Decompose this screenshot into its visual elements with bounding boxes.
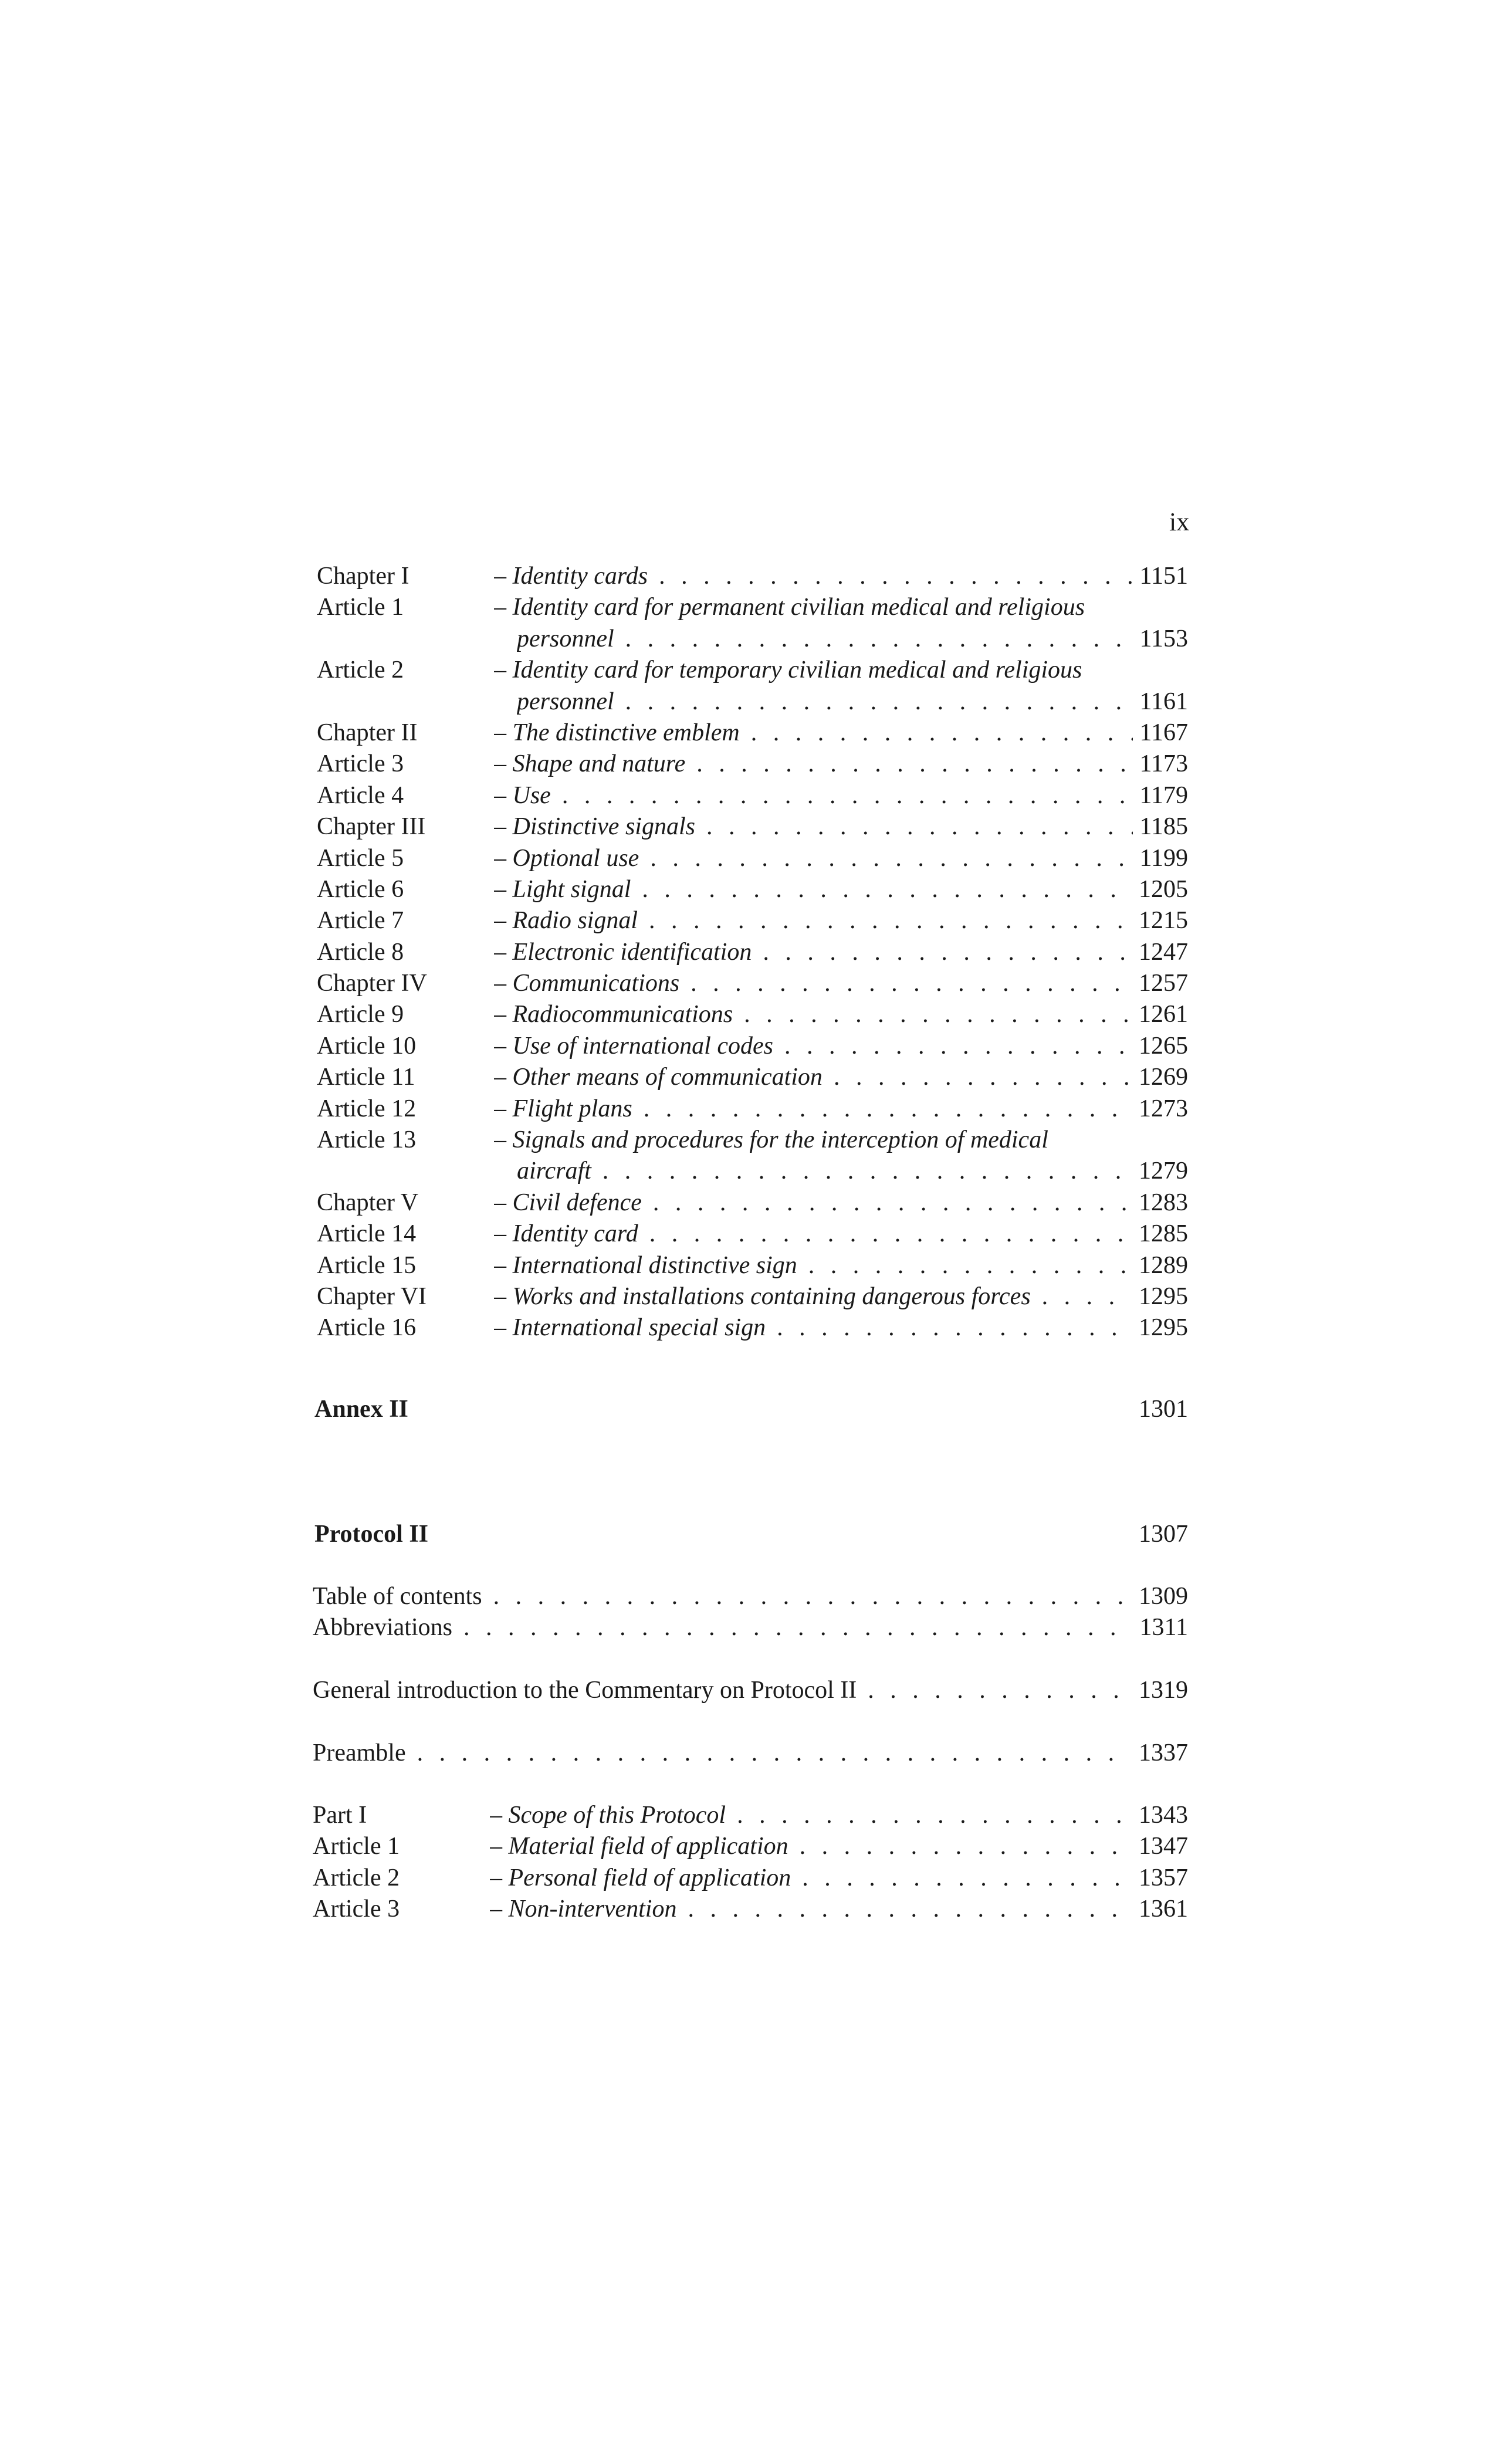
entry-dash: – xyxy=(490,1896,509,1923)
toc-entry xyxy=(317,937,1188,968)
entry-title: – Shape and nature . . . xyxy=(494,749,1188,780)
toc-entry xyxy=(317,1125,1188,1156)
entry-label: Article 9 xyxy=(317,1001,404,1028)
entry-title: – Other means of communication . . . xyxy=(494,1062,1188,1093)
toc-entry xyxy=(317,1031,1188,1062)
entry-title: – Material field of application . . . xyxy=(490,1831,1188,1862)
entry-page: 1289 xyxy=(1132,1250,1188,1281)
entry-page: 1153 xyxy=(1133,624,1188,655)
entry-page: 1343 xyxy=(1132,1800,1188,1831)
entry-page: 1295 xyxy=(1132,1281,1188,1312)
entry-label: Chapter IV xyxy=(317,970,427,997)
entry-page: 1295 xyxy=(1132,1312,1188,1343)
entry-label: Article 16 xyxy=(317,1314,417,1342)
entry-page: 1161 xyxy=(1133,686,1188,717)
toc-entry xyxy=(313,1863,1188,1894)
toc-entry xyxy=(317,874,1188,905)
entry-dash: – xyxy=(490,1833,509,1860)
entry-label: Article 12 xyxy=(317,1095,417,1122)
entry-dash: – xyxy=(494,563,513,590)
annex-two-page: 1301 xyxy=(1139,1396,1188,1423)
entry-label: Article 1 xyxy=(313,1833,400,1860)
entry-page: 1361 xyxy=(1132,1894,1188,1925)
entry-title: – Communications . . . xyxy=(494,968,1188,999)
entry-label: Chapter II xyxy=(317,719,418,746)
page-number: ix xyxy=(1169,507,1190,536)
entry-dash: – xyxy=(494,938,513,966)
protocol-two-title: Protocol II xyxy=(314,1521,429,1548)
toc-entry xyxy=(317,1062,1188,1093)
entry-label: Article 14 xyxy=(317,1220,417,1248)
entry-page: 1265 xyxy=(1132,1031,1188,1062)
toc-entry xyxy=(317,1094,1188,1125)
toc-entry xyxy=(317,592,1188,623)
entry-title: – Radiocommunications . . . xyxy=(494,999,1188,1030)
entry-title: – The distinctive emblem . . . xyxy=(494,717,1188,749)
entry-label: Article 15 xyxy=(317,1251,417,1279)
entry-label: Article 10 xyxy=(317,1032,417,1060)
toc-entry xyxy=(317,905,1188,936)
toc-entry xyxy=(313,1612,1188,1643)
entry-dash: – xyxy=(490,1864,509,1891)
toc-entry xyxy=(317,1250,1188,1281)
toc-entry-continuation xyxy=(317,624,1188,655)
annex-one-contents xyxy=(317,561,1188,1344)
front-matter-contents xyxy=(313,1581,1188,1644)
entry-title: – Scope of this Protocol . . . xyxy=(490,1800,1188,1831)
entry-page: 1347 xyxy=(1132,1831,1188,1862)
entry-title: – Non-intervention . . . xyxy=(490,1894,1188,1925)
entry-dash: – xyxy=(494,594,513,621)
entry-dash: – xyxy=(494,1064,513,1091)
entry-dash: – xyxy=(494,781,513,809)
toc-entry xyxy=(317,1219,1188,1250)
protocol-two-contents xyxy=(313,1800,1188,1925)
toc-entry xyxy=(313,1581,1188,1612)
entry-label: Article 8 xyxy=(317,938,404,966)
entry-title: – Identity card . . . xyxy=(494,1219,1188,1250)
entry-page: 1309 xyxy=(1132,1581,1188,1612)
toc-entry xyxy=(317,843,1188,874)
entry-dash: – xyxy=(494,875,513,903)
entry-dash: – xyxy=(494,970,513,997)
entry-dash: – xyxy=(494,844,513,872)
entry-label: Article 3 xyxy=(317,750,404,778)
entry-dash: – xyxy=(494,719,513,746)
entry-dash: – xyxy=(490,1802,509,1829)
entry-label: Article 11 xyxy=(317,1064,415,1091)
entry-dash: – xyxy=(494,907,513,935)
entry-page: 1199 xyxy=(1133,843,1188,874)
entry-label: Part I xyxy=(313,1802,367,1829)
introduction-contents xyxy=(313,1675,1188,1706)
toc-entry xyxy=(317,717,1188,749)
toc-entry xyxy=(317,1187,1188,1219)
entry-dash: – xyxy=(494,750,513,778)
entry-page: 1215 xyxy=(1132,905,1188,936)
entry-label: Chapter VI xyxy=(317,1282,427,1310)
entry-page: 1247 xyxy=(1132,937,1188,968)
entry-dash: – xyxy=(494,1032,513,1060)
entry-page: 1151 xyxy=(1133,561,1188,592)
entry-label: Chapter V xyxy=(317,1189,419,1216)
entry-page: 1273 xyxy=(1132,1094,1188,1125)
entry-label: Article 1 xyxy=(317,594,404,621)
entry-label: Article 7 xyxy=(317,907,404,935)
entry-title: – Radio signal . . . xyxy=(494,905,1188,936)
entry-title: – Optional use . . . xyxy=(494,843,1188,874)
annex-two-heading xyxy=(314,1394,1188,1425)
toc-entry xyxy=(317,780,1188,811)
entry-page: 1337 xyxy=(1132,1738,1188,1769)
entry-title: – International special sign . . . xyxy=(494,1312,1188,1343)
annex-two-title: Annex II xyxy=(314,1396,408,1423)
entry-title: – Distinctive signals . . . xyxy=(494,811,1188,842)
entry-title: Preamble . . . xyxy=(313,1738,1188,1769)
entry-page: 1319 xyxy=(1132,1675,1188,1706)
entry-label: Article 2 xyxy=(317,656,404,684)
entry-title: – Identity cards . . . xyxy=(494,561,1188,592)
entry-dash: – xyxy=(494,1251,513,1279)
entry-label: Article 2 xyxy=(313,1864,400,1891)
toc-entry xyxy=(317,561,1188,592)
protocol-two-page: 1307 xyxy=(1139,1521,1188,1548)
entry-title: – Electronic identification . . . xyxy=(494,937,1188,968)
entry-page: 1357 xyxy=(1132,1863,1188,1894)
entry-page: 1179 xyxy=(1133,780,1188,811)
entry-page: 1205 xyxy=(1132,874,1188,905)
entry-title: – Light signal . . . xyxy=(494,874,1188,905)
toc-entry xyxy=(313,1831,1188,1862)
entry-title-continuation: personnel . . . xyxy=(517,686,1188,717)
toc-entry xyxy=(317,1312,1188,1343)
entry-title: – Works and installations containing dangerous forces . . . xyxy=(494,1281,1188,1312)
protocol-two-heading xyxy=(314,1519,1188,1550)
toc-entry xyxy=(317,1281,1188,1312)
entry-dash: – xyxy=(494,813,513,841)
entry-title-continuation: aircraft . . . xyxy=(517,1156,1188,1187)
entry-title: – Use . . . xyxy=(494,780,1188,811)
entry-dash: – xyxy=(494,1314,513,1342)
entry-dash: – xyxy=(494,1189,513,1216)
toc-entry xyxy=(317,655,1188,686)
entry-page: 1173 xyxy=(1133,749,1188,780)
entry-page: 1257 xyxy=(1132,968,1188,999)
toc-entry xyxy=(313,1738,1188,1769)
entry-dash: – xyxy=(494,656,513,684)
toc-entry xyxy=(313,1675,1188,1706)
entry-page: 1311 xyxy=(1133,1612,1188,1643)
entry-label: Article 4 xyxy=(317,781,404,809)
entry-title: General introduction to the Commentary on Protocol II . . . xyxy=(313,1675,1188,1706)
entry-title: – Signals and procedures for the interception of medical xyxy=(494,1126,1048,1154)
entry-label: Article 6 xyxy=(317,875,404,903)
entry-title: – International distinctive sign . . . xyxy=(494,1250,1188,1281)
entry-title: – Civil defence . . . xyxy=(494,1187,1188,1219)
entry-page: 1279 xyxy=(1132,1156,1188,1187)
entry-title: – Identity card for permanent civilian medical and religious xyxy=(494,594,1085,621)
entry-page: 1185 xyxy=(1133,811,1188,842)
entry-title: – Flight plans . . . xyxy=(494,1094,1188,1125)
entry-dash: – xyxy=(494,1001,513,1028)
entry-dash: – xyxy=(494,1220,513,1248)
entry-page: 1285 xyxy=(1132,1219,1188,1250)
entry-page: 1269 xyxy=(1132,1062,1188,1093)
entry-page: 1283 xyxy=(1132,1187,1188,1219)
toc-entry xyxy=(317,811,1188,842)
entry-title: Table of contents . . . xyxy=(313,1581,1188,1612)
entry-title-continuation: personnel . . . xyxy=(517,624,1188,655)
toc-entry-continuation xyxy=(317,1156,1188,1187)
toc-entry-continuation xyxy=(317,686,1188,717)
entry-dash: – xyxy=(494,1282,513,1310)
entry-page: 1261 xyxy=(1132,999,1188,1030)
entry-label: Chapter III xyxy=(317,813,426,841)
entry-label: Chapter I xyxy=(317,563,409,590)
toc-entry xyxy=(317,749,1188,780)
preamble-contents xyxy=(313,1738,1188,1769)
entry-title: Abbreviations . . . xyxy=(313,1612,1188,1643)
entry-title: – Identity card for temporary civilian medical and religious xyxy=(494,656,1082,684)
entry-page: 1167 xyxy=(1133,717,1188,749)
entry-label: Article 13 xyxy=(317,1126,417,1154)
toc-entry xyxy=(313,1894,1188,1925)
entry-dash: – xyxy=(494,1095,513,1122)
entry-dash: – xyxy=(494,1126,513,1154)
toc-entry xyxy=(317,999,1188,1030)
entry-title: – Personal field of application . . . xyxy=(490,1863,1188,1894)
entry-label: Article 5 xyxy=(317,844,404,872)
toc-entry xyxy=(317,968,1188,999)
entry-title: – Use of international codes . . . xyxy=(494,1031,1188,1062)
toc-entry xyxy=(313,1800,1188,1831)
entry-label: Article 3 xyxy=(313,1896,400,1923)
